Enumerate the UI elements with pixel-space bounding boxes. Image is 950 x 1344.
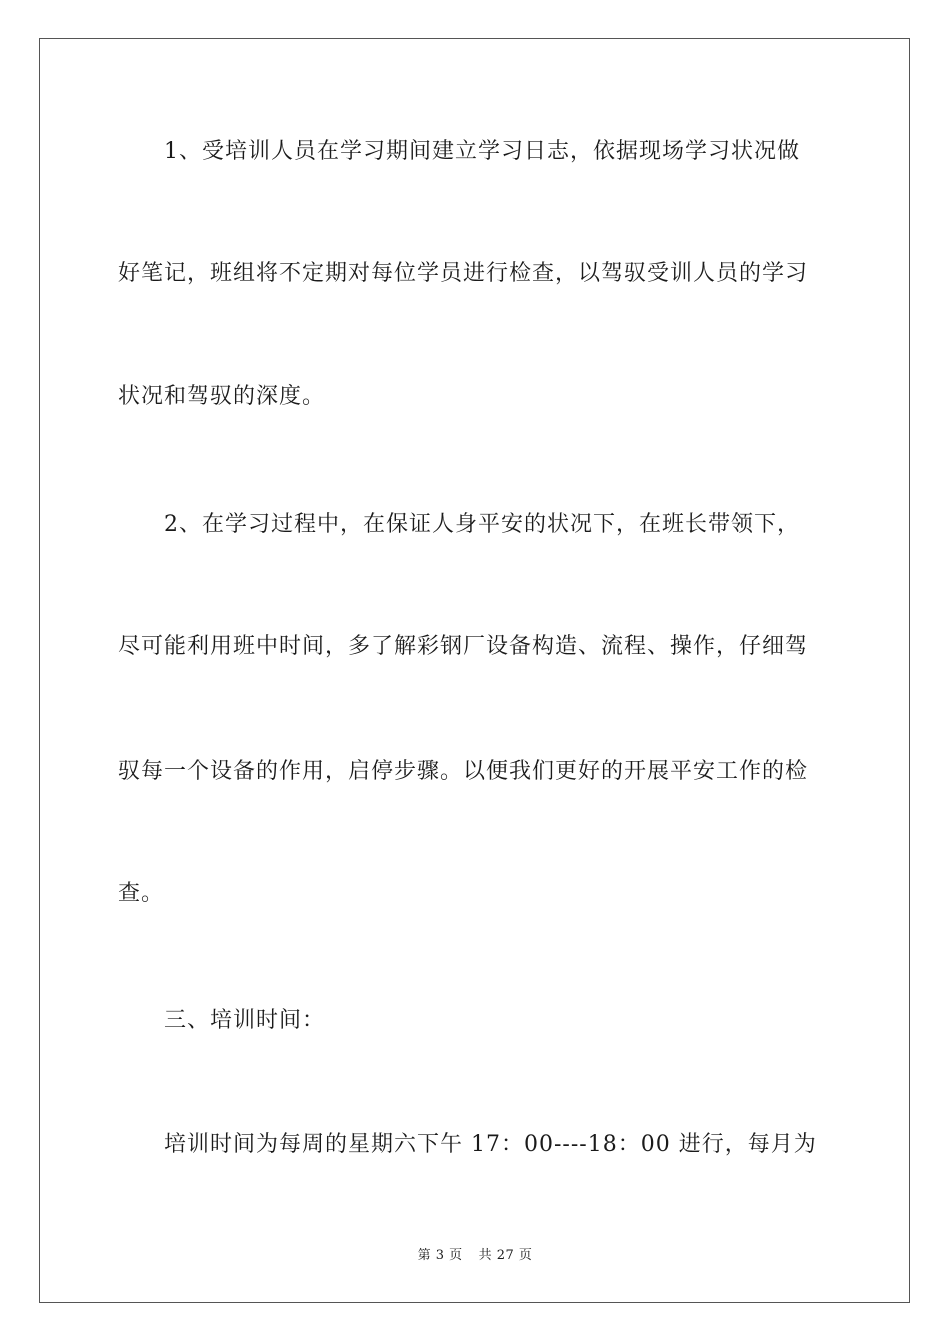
page-number: 第 3 页 [417, 1248, 463, 1263]
paragraph-3-line-1: 培训时间为每周的星期六下午 17：00----18：00 进行，每月为 [164, 1132, 817, 1157]
paragraph-2-line-3: 驭每一个设备的作用，启停步骤。以便我们更好的开展平安工作的检 [118, 759, 809, 784]
section-heading: 三、培训时间： [164, 1008, 326, 1033]
paragraph-1-line-1: 1、受培训人员在学习期间建立学习日志，依据现场学习状况做 [164, 139, 800, 164]
page-footer [0, 1247, 950, 1265]
page-total: 共 27 页 [478, 1248, 533, 1263]
page-border [39, 38, 910, 1303]
paragraph-2-line-4: 查。 [118, 881, 165, 906]
paragraph-2-line-1: 2、在学习过程中，在保证人身平安的状况下，在班长带领下， [164, 512, 800, 537]
paragraph-1-line-2: 好笔记，班组将不定期对每位学员进行检查，以驾驭受训人员的学习 [118, 261, 809, 286]
paragraph-2-line-2: 尽可能利用班中时间，多了解彩钢厂设备构造、流程、操作，仔细驾 [118, 634, 809, 659]
paragraph-1-line-3: 状况和驾驭的深度。 [118, 384, 326, 409]
